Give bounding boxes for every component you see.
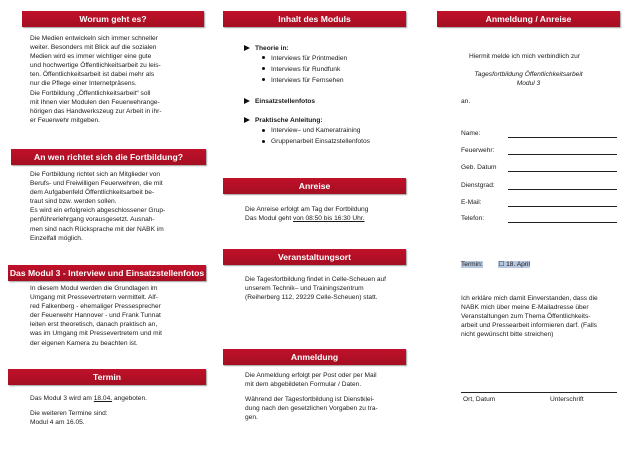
text-line: weiter. Besonders mit Blick auf die sozialen	[30, 44, 157, 52]
termin-prefix: Das Modul 3 wird am	[30, 395, 94, 402]
text-line: Berufs- und Freiwilligen Feuerwehren, die mit	[30, 180, 163, 188]
an-text: an.	[461, 98, 471, 105]
text-line: dung nach den gesetzlichen Vorgaben zu tra-	[245, 405, 378, 413]
einsatz-label: Einsatzstellenfotos	[255, 98, 316, 106]
arrow-bullet-icon	[244, 98, 250, 104]
bullet-icon	[262, 67, 265, 70]
text-line: und hochwertige Öffentlichkeitsarbeit zu leis-	[30, 62, 161, 70]
heading-termin: Termin	[8, 369, 206, 385]
bullet-icon	[262, 129, 265, 132]
text-line: red Falkenberg - ehemaliger Pressesprecher	[30, 303, 161, 311]
arrow-bullet-icon	[244, 45, 250, 51]
text-line: was im Umgang mit Pressevertretern und mit	[30, 330, 162, 338]
field-feuerwehr-input[interactable]	[508, 154, 617, 155]
text-line: er Feuerwehr mitgeben.	[30, 116, 101, 124]
list-item-label: Interview– und Kameratraining	[271, 127, 361, 135]
heading-anmeldung: Anmeldung	[223, 349, 406, 365]
text-line: traut sind bzw. werden sollen.	[30, 198, 117, 206]
field-geb-datum-input[interactable]	[508, 171, 617, 172]
text-zielgruppe	[30, 170, 190, 243]
signature-sign: Unterschrift	[550, 396, 584, 403]
heading-zielgruppe: An wen richtet sich die Fortbildung?	[11, 149, 206, 165]
text-line: nicht gewünscht bitte streichen)	[461, 331, 554, 339]
termin-suffix: angeboten.	[112, 395, 147, 402]
field-label-geb-datum: Geb. Datum	[461, 164, 497, 171]
list-item	[244, 136, 414, 147]
termin-row	[461, 260, 530, 269]
bullet-icon	[262, 78, 265, 81]
list-item-label: Gruppenarbeit Einsatzstellenfotos	[271, 138, 370, 146]
list-theorie	[244, 44, 414, 53]
text-line: Medien wird es immer wichtiger eine gute	[30, 53, 152, 61]
termin-date: 18.04.	[93, 395, 113, 402]
event-title: Tagesfortbildung Öffentlichkeitsarbeit	[474, 71, 583, 78]
termin-selection[interactable]	[498, 261, 530, 268]
text-modul-3	[30, 284, 190, 348]
field-label-email: E-Mail:	[461, 199, 482, 206]
text-line: Veranstaltungen zum Thema Öffentlichkeits-	[461, 313, 591, 321]
text-line: Die Medien entwickeln sich immer schneller	[30, 35, 158, 42]
text-veranstaltungsort	[245, 275, 420, 302]
text-line: men sind nach Rücksprache mit der NABK im	[30, 225, 164, 233]
text-line	[245, 214, 415, 223]
text-line: Die Anreise erfolgt am Tag der Fortbildung	[245, 206, 369, 213]
list-item-label: Interviews für Fernsehen	[271, 77, 344, 85]
text-anreise	[245, 205, 415, 223]
bullet-icon	[262, 140, 265, 143]
form-intro	[469, 52, 619, 61]
field-label-name: Name:	[461, 130, 481, 137]
text-line: ten. Öffentlichkeitsarbeit ist dabei mehr als	[30, 71, 155, 79]
field-label-feuerwehr: Feuerwehr:	[461, 147, 495, 154]
text-termin	[30, 394, 190, 427]
heading-anreise: Anreise	[223, 178, 406, 194]
checkbox-icon[interactable]: ☐	[498, 261, 505, 268]
text-line: Die Fortbildung „Öffentlichkeitsarbeit“ soll	[30, 89, 151, 97]
list-item-label: Interviews für Rundfunk	[271, 66, 341, 74]
text-line: hörigen das Handwerkszeug zur Arbeit in ihr-	[30, 107, 162, 115]
heading-modul-3: Das Modul 3 - Interview und Einsatzstellenfotos	[8, 265, 206, 281]
text-line: nur die Pflege einer Internetpräsens.	[30, 80, 137, 88]
text-line: arbeit und Pressearbeit informieren darf. (Falls	[461, 322, 597, 330]
text-line: Modul 4 am 16.05.	[30, 419, 85, 427]
anreise-prefix: Das Modul geht	[245, 215, 294, 223]
praktisch-label: Praktische Anleitung:	[255, 117, 323, 125]
text-line: Während der Tagesfortbildung ist Dienstklei-	[245, 396, 375, 404]
anreise-time: von 08:50 bis 16:30 Uhr.	[293, 215, 365, 223]
field-telefon-input[interactable]	[508, 222, 617, 223]
text-line: Ich erkläre mich damit Einverstanden, dass die	[461, 295, 598, 302]
text-line: Einzelfall möglich.	[30, 234, 83, 242]
heading-anmeldung-anreise: Anmeldung / Anreise	[437, 11, 620, 27]
list-praktisch	[244, 116, 414, 125]
field-label-telefon: Telefon:	[461, 215, 485, 222]
consent-text	[461, 294, 631, 339]
text-line: Die weiteren Termine sind:	[30, 410, 108, 418]
content-list	[244, 44, 414, 147]
list-item	[244, 75, 414, 86]
heading-veranstaltungsort: Veranstaltungsort	[223, 249, 406, 265]
arrow-bullet-icon	[244, 117, 250, 123]
text-line: Umgang mit Pressevertretern vermittelt. Alf-	[30, 294, 158, 302]
heading-inhalt: Inhalt des Moduls	[223, 11, 406, 27]
termin-label: Termin:	[461, 261, 483, 268]
field-email-input[interactable]	[508, 206, 617, 207]
list-item-label: Interviews für Printmedien	[271, 55, 348, 63]
text-line: penführerlehrgang vorausgesetzt. Ausnah-	[30, 216, 155, 224]
field-name-input[interactable]	[508, 137, 617, 138]
termin-line	[30, 394, 190, 403]
text-line: Die Anmeldung erfolgt per Post oder per Mail	[245, 372, 377, 379]
text-line: gen.	[245, 414, 258, 422]
theorie-label: Theorie in:	[255, 45, 289, 52]
signature-line[interactable]	[461, 392, 617, 393]
text-line: NABK mich über meine E-Mailadresse über	[461, 304, 589, 312]
text-line: unserem Technik– und Trainingszentrum	[245, 285, 364, 293]
text-line: leiten erst theoretisch, danach praktisch an,	[30, 321, 158, 329]
text-line: Es wird ein erfolgreich abgeschlossener Grup-	[30, 207, 166, 215]
form-event	[437, 70, 620, 88]
form-an	[461, 97, 470, 106]
bullet-icon	[262, 56, 265, 59]
text-line: In diesem Modul werden die Grundlagen im	[30, 285, 158, 292]
termin-value: 18. April	[506, 261, 530, 268]
list-item	[244, 64, 414, 75]
heading-worum-geht-es: Worum geht es?	[22, 11, 204, 27]
text-worum-geht-es	[30, 34, 190, 125]
field-dienstgrad-input[interactable]	[508, 189, 617, 190]
text-line: (Reiherberg 112, 29229 Celle-Scheuen) statt.	[245, 294, 378, 302]
text-line: Die Tagesfortbildung findet in Celle-Scheuen auf	[245, 276, 387, 283]
list-item	[244, 125, 414, 136]
intro-text: Hiermit melde ich mich verbindlich zur	[469, 53, 581, 60]
text-line: mit dem abgebildeten Formular / Daten.	[245, 381, 362, 389]
signature-place-date: Ort, Datum	[463, 396, 496, 403]
field-label-dienstgrad: Dienstgrad:	[461, 182, 495, 189]
list-einsatz	[244, 97, 414, 106]
text-line: der Feuerwehr Hannover - und Frank Tunnat	[30, 312, 161, 320]
text-line: Die Fortbildung richtet sich an Mitglieder von	[30, 171, 161, 178]
list-item	[244, 53, 414, 64]
text-line: dem Aufgabenfeld Öffentlichkeitsarbeit be-	[30, 189, 155, 197]
text-line: der eigenen Kamera zu beachten ist.	[30, 339, 138, 347]
text-anmeldung	[245, 371, 415, 422]
text-line: mit Ihnen vier Modulen den Feuerwehrange-	[30, 98, 160, 106]
event-module: Modul 3	[516, 80, 541, 88]
